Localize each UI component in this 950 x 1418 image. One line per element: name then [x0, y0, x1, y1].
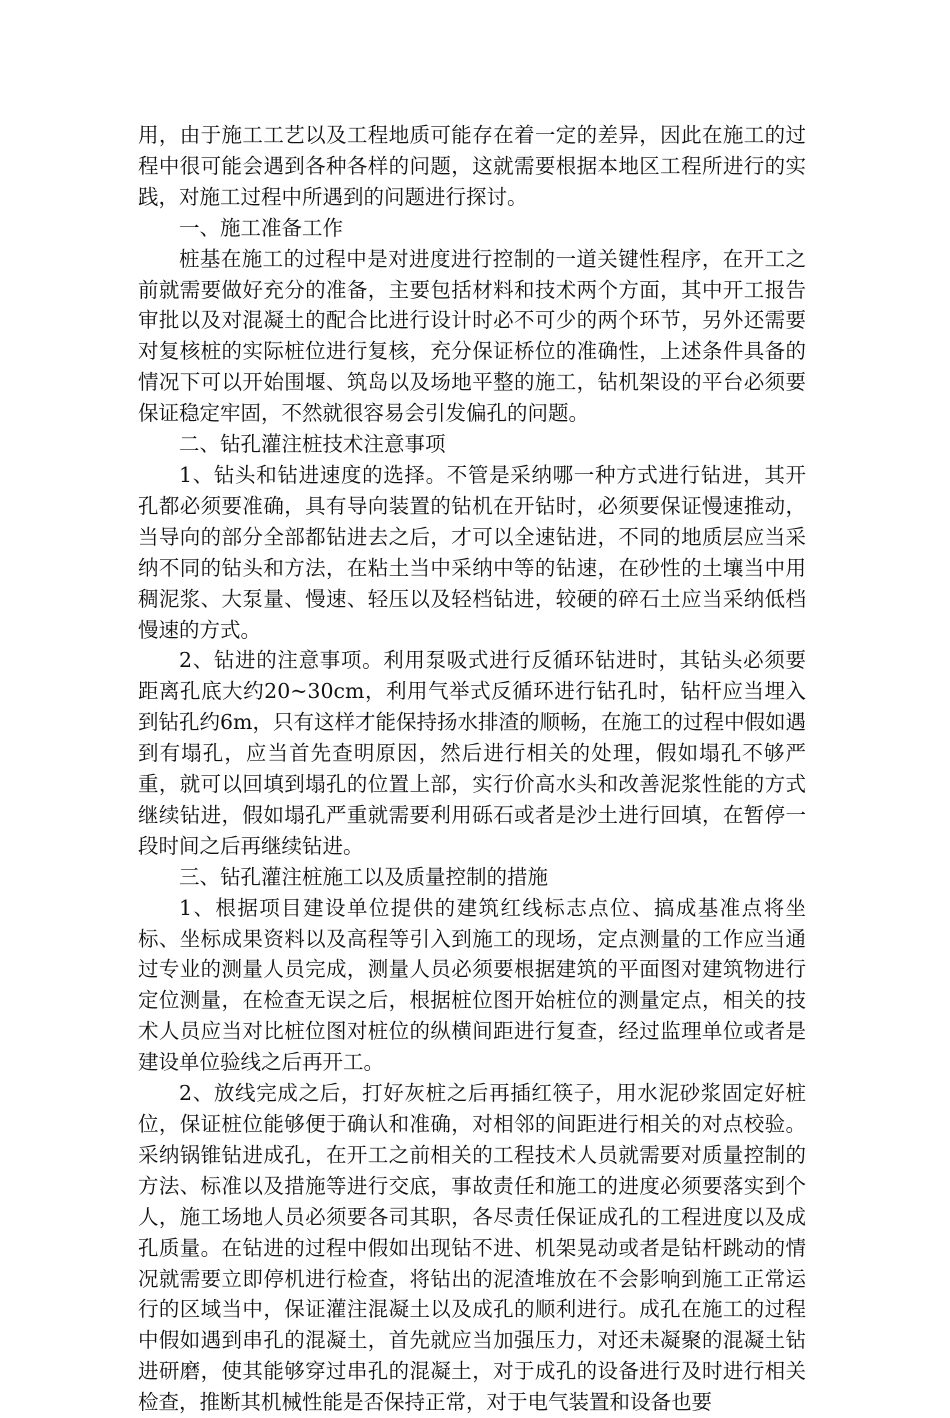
paragraph-drill-bit-selection: 1、钻头和钻进速度的选择。不管是采纳哪一种方式进行钻进，其开孔都必须要准确，具有导向装置的钻机在开钻时，必须要保证慢速推动，当导向的部分全部都钻进去之后，才可以全速钻进，不同的地质层应当采纳不同的钻头和方法，在粘土当中采纳中等的钻速，在砂性的土壤当中用稠泥浆、大泵量、慢速、轻压以及轻档钻进，较硬的碎石土应当采纳低档慢速的方式。	[138, 462, 806, 642]
paragraph-layout-quality-control: 2、放线完成之后，打好灰桩之后再插红筷子，用水泥砂浆固定好桩位，保证桩位能够便于确认和准确，对相邻的间距进行相关的对点校验。采纳锅锥钻进成孔，在开工之前相关的工程技术人员就需要对质量控制的方法、标准以及措施等进行交底，事故责任和施工的进度必须要落实到个人，施工场地人员必须要各司其职，各尽责任保证成孔的工程进度以及成孔质量。在钻进的过程中假如出现钻不进、机架晃动或者是钻杆跳动的情况就需要立即停机进行检查，将钻出的泥渣堆放在不会影响到施工正常运行的区域当中，保证灌注混凝土以及成孔的顺利进行。成孔在施工的过程中假如遇到串孔的混凝土，首先就应当加强压力，对还未凝聚的混凝土钻进研磨，使其能够穿过串孔的混凝土，对于成孔的设备进行及时进行相关检查，推断其机械性能是否保持正常，对于电气装置和设备也要	[138, 1081, 806, 1415]
section-heading-3: 三、钻孔灌注桩施工以及质量控制的措施	[179, 864, 548, 889]
section-heading-2: 二、钻孔灌注桩技术注意事项	[179, 432, 446, 457]
section-heading-1: 一、施工准备工作	[179, 215, 343, 240]
document-page	[138, 120, 806, 1418]
paragraph-construction-preparation: 桩基在施工的过程中是对进度进行控制的一道关键性程序，在开工之前就需要做好充分的准备，主要包括材料和技术两个方面，其中开工报告审批以及对混凝土的配合比进行设计时必不可少的两个环节，另外还需要对复核桩的实际桩位进行复核，充分保证桥位的准确性，上述条件具备的情况下可以开始围堰、筑岛以及场地平整的施工，钻机架设的平台必须要保证稳定牢固，不然就很容易会引发偏孔的问题。	[138, 246, 806, 426]
paragraph-survey-positioning: 1、根据项目建设单位提供的建筑红线标志点位、搞成基准点将坐标、坐标成果资料以及高程等引入到施工的现场，定点测量的工作应当通过专业的测量人员完成，测量人员必须要根据建筑的平面图对建筑物进行定位测量，在检查无误之后，根据桩位图开始桩位的测量定点，相关的技术人员应当对比桩位图对桩位的纵横间距进行复查，经过监理单位或者是建设单位验线之后再开工。	[138, 895, 806, 1075]
paragraph-continuation: 用，由于施工工艺以及工程地质可能存在着一定的差异，因此在施工的过程中很可能会遇到各种各样的问题，这就需要根据本地区工程所进行的实践，对施工过程中所遇到的问题进行探讨。	[138, 123, 806, 209]
paragraph-drilling-notes: 2、钻进的注意事项。利用泵吸式进行反循环钻进时，其钻头必须要距离孔底大约20~30cm，利用气举式反循环进行钻孔时，钻杆应当埋入到钻孔约6m，只有这样才能保持扬水排渣的顺畅，在施工的过程中假如遇到有塌孔，应当首先查明原因，然后进行相关的处理，假如塌孔不够严重，就可以回填到塌孔的位置上部，实行价高水头和改善泥浆性能的方式继续钻进，假如塌孔严重就需要利用砾石或者是沙土进行回填，在暂停一段时间之后再继续钻进。	[138, 648, 806, 858]
